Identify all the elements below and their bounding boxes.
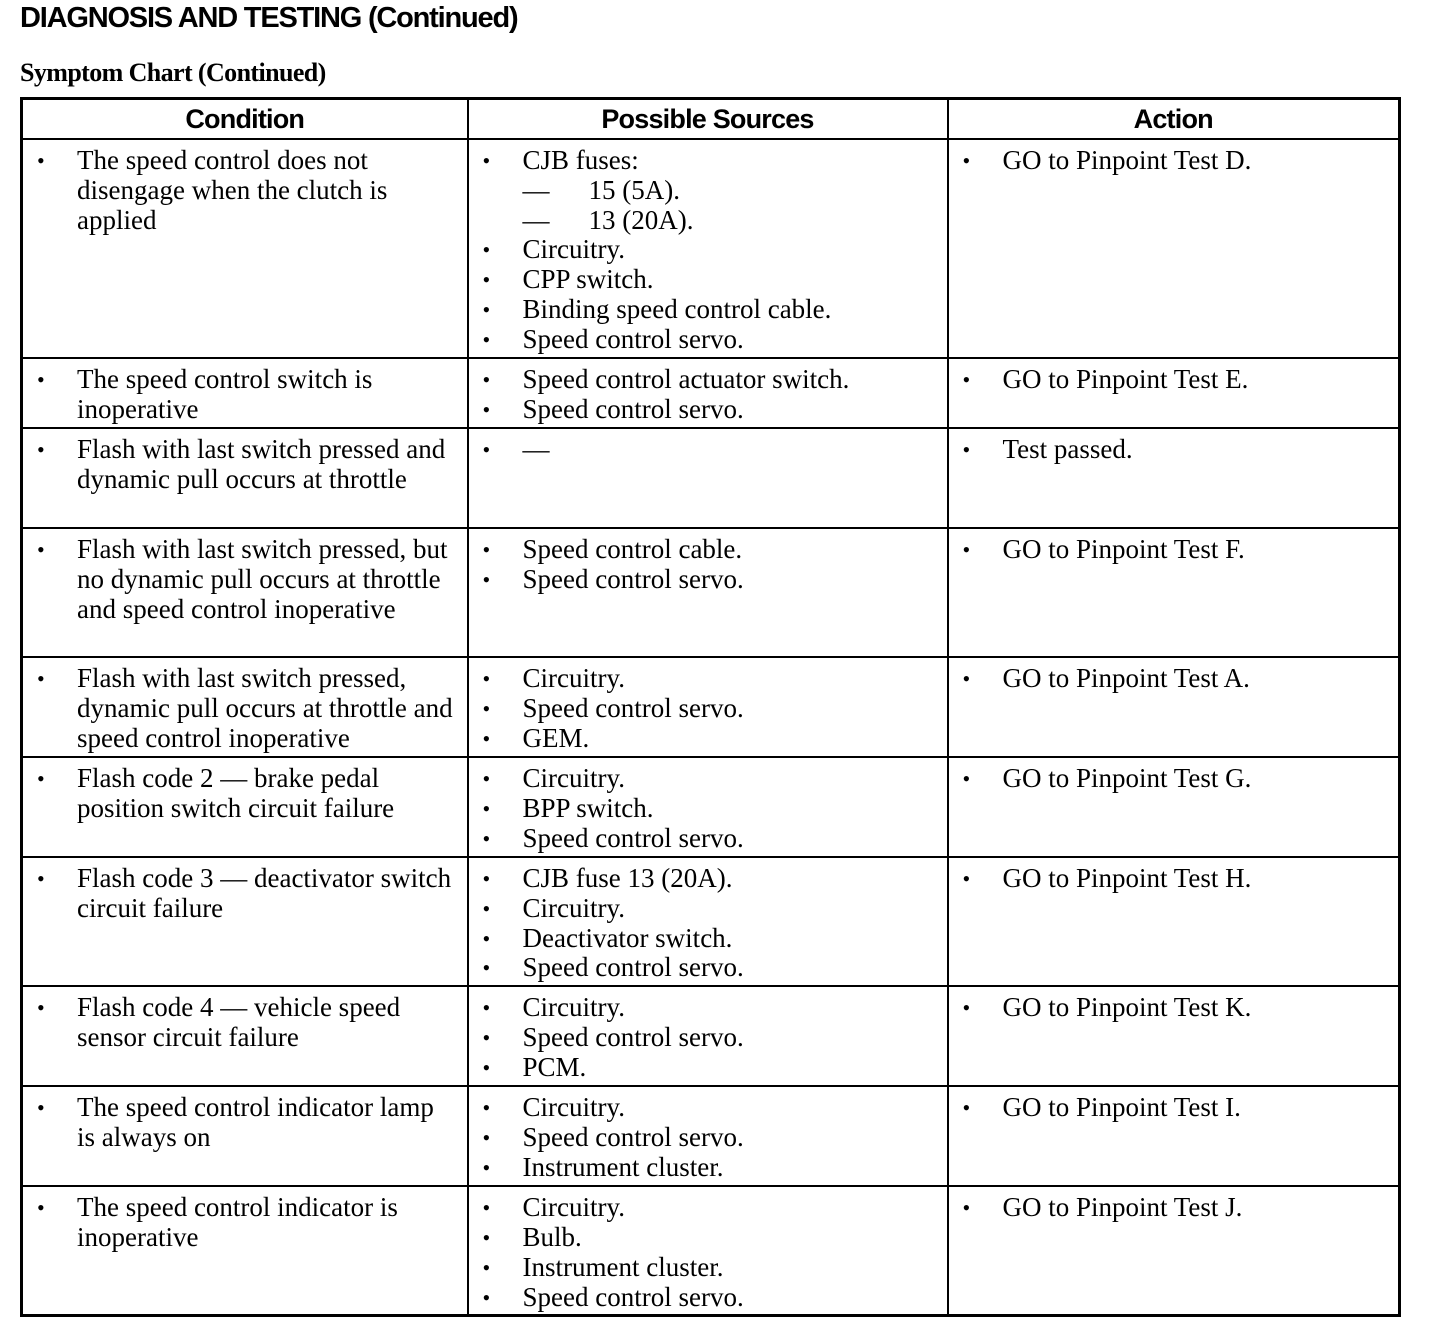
action-cell — [948, 757, 1400, 857]
bullet-icon: • — [482, 866, 491, 891]
bullet-icon: • — [37, 1095, 45, 1121]
bullet-icon: • — [482, 1284, 491, 1310]
bullet-icon: • — [482, 1224, 491, 1250]
source-item: Circuitry. — [522, 234, 625, 265]
bullet-icon: • — [962, 666, 971, 691]
source-item: Circuitry. — [522, 763, 625, 793]
bullet-icon: • — [962, 866, 971, 891]
bullet-icon: • — [962, 1195, 971, 1221]
condition-cell — [22, 857, 468, 986]
action-cell — [948, 428, 1400, 528]
condition-cell — [22, 657, 468, 757]
sources-cell — [468, 986, 948, 1086]
source-item: Binding speed control cable. — [522, 293, 832, 324]
sources-cell — [468, 757, 948, 857]
sources-cell — [468, 857, 948, 986]
page-title: DIAGNOSIS AND TESTING (Continued) — [20, 2, 518, 34]
source-item: Speed control servo. — [522, 393, 744, 424]
source-subitem: 13 (20A). — [588, 204, 694, 235]
sources-cell — [468, 528, 948, 657]
action-text: GO to Pinpoint Test I. — [1002, 1092, 1241, 1123]
bullet-icon: • — [482, 1024, 491, 1050]
bullet-icon: • — [37, 437, 45, 462]
bullet-icon: • — [962, 367, 971, 392]
source-item: Speed control servo. — [522, 1121, 744, 1152]
table-header-row — [22, 99, 1400, 140]
bullet-icon: • — [482, 725, 491, 751]
bullet-icon: • — [37, 537, 45, 562]
source-item: Speed control servo. — [522, 323, 744, 354]
source-item: Speed control cable. — [522, 534, 743, 564]
action-text: GO to Pinpoint Test D. — [1002, 145, 1252, 175]
condition-text: The speed control indicator lamp is always on — [77, 1092, 434, 1152]
bullet-icon: • — [37, 666, 45, 691]
sources-cell — [468, 428, 948, 528]
bullet-icon: • — [482, 326, 491, 352]
bullet-icon: • — [37, 995, 45, 1021]
source-item: Bulb. — [522, 1221, 582, 1252]
condition-text: The speed control switch is inoperative — [77, 364, 373, 424]
source-item: CPP switch. — [522, 264, 654, 295]
sources-cell — [468, 139, 948, 358]
bullet-icon: • — [37, 766, 45, 791]
bullet-icon: • — [482, 955, 491, 981]
action-cell — [948, 1186, 1400, 1316]
bullet-icon: • — [482, 1195, 491, 1221]
section-title: Symptom Chart (Continued) — [20, 58, 326, 87]
source-item: Speed control servo. — [522, 822, 744, 853]
bullet-icon: • — [482, 1124, 491, 1150]
source-item: CJB fuses: — [522, 145, 639, 175]
source-item: GEM. — [522, 722, 590, 753]
source-item: Instrument cluster. — [522, 1151, 724, 1182]
bullet-icon: • — [482, 795, 491, 821]
bullet-icon: • — [482, 1095, 491, 1121]
table-row — [22, 857, 1400, 986]
bullet-icon: • — [37, 148, 45, 173]
sources-cell — [468, 1086, 948, 1186]
bullet-icon: • — [962, 995, 971, 1021]
condition-cell — [22, 1186, 468, 1316]
action-cell — [948, 657, 1400, 757]
condition-text: Flash code 4 — vehicle speed sensor circuit failure — [77, 992, 401, 1052]
source-item: Circuitry. — [522, 992, 625, 1023]
action-text: GO to Pinpoint Test J. — [1002, 1192, 1243, 1223]
condition-cell — [22, 358, 468, 428]
action-cell — [948, 857, 1400, 986]
bullet-icon: • — [482, 666, 491, 691]
action-cell — [948, 358, 1400, 428]
bullet-icon: • — [482, 825, 491, 851]
header-possible-sources: Possible Sources — [468, 99, 948, 140]
source-item: Speed control servo. — [522, 1021, 744, 1052]
source-item: Speed control servo. — [522, 563, 744, 594]
source-item: Speed control servo. — [522, 692, 744, 723]
source-item: PCM. — [522, 1051, 587, 1082]
condition-text: Flash with last switch pressed, dynamic pull occurs at throttle and speed control inoperative — [77, 663, 453, 753]
bullet-icon: • — [482, 925, 491, 951]
bullet-icon: • — [37, 1195, 45, 1221]
action-cell — [948, 986, 1400, 1086]
dash-icon: — — [522, 174, 550, 205]
source-item: Circuitry. — [522, 663, 625, 693]
action-text: GO to Pinpoint Test A. — [1002, 663, 1250, 693]
condition-cell — [22, 428, 468, 528]
dash-icon: — — [522, 204, 550, 235]
source-item: Circuitry. — [522, 1092, 625, 1123]
source-item: — — [522, 434, 550, 464]
source-item: Speed control servo. — [522, 1281, 744, 1312]
source-item: Speed control actuator switch. — [522, 364, 850, 394]
bullet-icon: • — [962, 1095, 971, 1121]
source-subitem: 15 (5A). — [588, 174, 680, 205]
bullet-icon: • — [482, 296, 491, 322]
source-item: CJB fuse 13 (20A). — [522, 863, 733, 893]
bullet-icon: • — [482, 237, 491, 263]
bullet-icon: • — [482, 367, 491, 392]
condition-text: The speed control does not disengage when the clutch is applied — [77, 145, 388, 235]
bullet-icon: • — [482, 537, 491, 562]
source-item: Deactivator switch. — [522, 922, 733, 953]
condition-text: Flash code 3 — deactivator switch circuit failure — [77, 863, 452, 923]
bullet-icon: • — [482, 566, 491, 592]
bullet-icon: • — [482, 995, 491, 1021]
table-row — [22, 1086, 1400, 1186]
bullet-icon: • — [962, 766, 971, 791]
condition-cell — [22, 139, 468, 358]
condition-cell — [22, 986, 468, 1086]
bullet-icon: • — [962, 537, 971, 562]
symptom-chart-table — [20, 97, 1401, 1317]
table-row — [22, 986, 1400, 1086]
bullet-icon: • — [482, 766, 491, 791]
bullet-icon: • — [482, 1154, 491, 1180]
source-item: BPP switch. — [522, 792, 654, 823]
bullet-icon: • — [482, 695, 491, 721]
bullet-icon: • — [962, 148, 971, 173]
action-text: Test passed. — [1002, 434, 1133, 464]
bullet-icon: • — [482, 437, 491, 462]
condition-text: Flash code 2 — brake pedal position switch circuit failure — [77, 763, 395, 823]
sources-cell — [468, 1186, 948, 1316]
condition-cell — [22, 528, 468, 657]
sources-cell — [468, 358, 948, 428]
action-text: GO to Pinpoint Test E. — [1002, 364, 1249, 394]
source-item: Instrument cluster. — [522, 1251, 724, 1282]
header-condition: Condition — [22, 99, 468, 140]
bullet-icon: • — [962, 437, 971, 462]
condition-cell — [22, 1086, 468, 1186]
condition-text: The speed control indicator is inoperative — [77, 1192, 398, 1252]
action-text: GO to Pinpoint Test H. — [1002, 863, 1252, 893]
source-item: Circuitry. — [522, 1192, 625, 1223]
table-row — [22, 428, 1400, 528]
condition-text: Flash with last switch pressed, but no dynamic pull occurs at throttle and speed control inoperative — [77, 534, 448, 624]
source-item: Circuitry. — [522, 892, 625, 923]
table-row — [22, 139, 1400, 358]
bullet-icon: • — [482, 1054, 491, 1080]
bullet-icon: • — [37, 866, 45, 891]
table-row — [22, 528, 1400, 657]
action-cell — [948, 139, 1400, 358]
action-text: GO to Pinpoint Test F. — [1002, 534, 1245, 564]
table-row — [22, 1186, 1400, 1316]
source-item: Speed control servo. — [522, 952, 744, 983]
condition-text: Flash with last switch pressed and dynamic pull occurs at throttle — [77, 434, 446, 494]
bullet-icon: • — [482, 895, 491, 921]
table-row — [22, 657, 1400, 757]
bullet-icon: • — [482, 396, 491, 422]
bullet-icon: • — [482, 148, 491, 173]
action-text: GO to Pinpoint Test K. — [1002, 992, 1252, 1023]
table-row — [22, 757, 1400, 857]
condition-cell — [22, 757, 468, 857]
action-cell — [948, 528, 1400, 657]
action-cell — [948, 1086, 1400, 1186]
bullet-icon: • — [482, 267, 491, 293]
sources-cell — [468, 657, 948, 757]
header-action: Action — [948, 99, 1400, 140]
table-row — [22, 358, 1400, 428]
action-text: GO to Pinpoint Test G. — [1002, 763, 1252, 793]
bullet-icon: • — [37, 367, 45, 392]
bullet-icon: • — [482, 1254, 491, 1280]
